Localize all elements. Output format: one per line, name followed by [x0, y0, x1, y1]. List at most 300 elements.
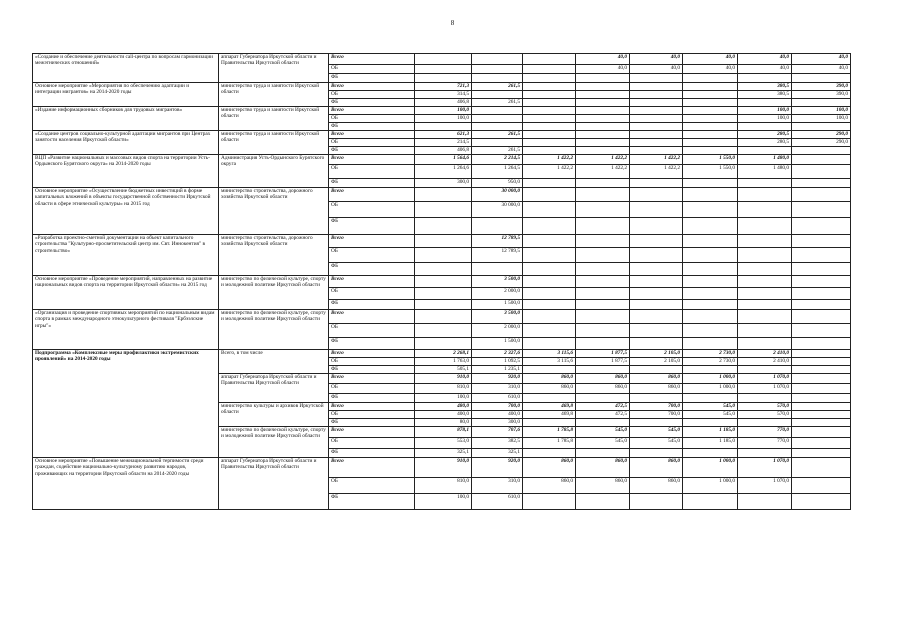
amount-cell — [523, 338, 576, 350]
amount-cell: 472,5 — [576, 411, 630, 419]
amount-cell: 1 422,2 — [630, 165, 683, 179]
funding-source-cell: ОБ — [329, 384, 415, 394]
amount-cell: 707,6 — [472, 427, 523, 438]
amount-cell — [523, 123, 576, 131]
amount-cell: 860,0 — [576, 384, 630, 394]
amount-cell: 1 763,0 — [415, 358, 472, 366]
amount-cell: 1 422,2 — [523, 165, 576, 179]
amount-cell: 2 214,5 — [472, 155, 523, 165]
amount-cell: 40,0 — [738, 65, 792, 74]
amount-cell: 2 105,0 — [630, 358, 683, 366]
amount-cell — [576, 419, 630, 427]
amount-cell — [523, 65, 576, 74]
amount-cell — [683, 310, 738, 324]
amount-cell — [523, 263, 576, 276]
amount-cell: 3 115,6 — [523, 350, 576, 358]
amount-cell — [630, 394, 683, 403]
amount-cell — [630, 235, 683, 248]
amount-cell — [576, 248, 630, 263]
amount-cell — [683, 179, 738, 188]
amount-cell — [415, 288, 472, 300]
executor-cell: министерство труда и занятости Иркутской области — [219, 107, 329, 131]
amount-cell: 3 500,0 — [472, 310, 523, 324]
amount-cell — [683, 324, 738, 338]
amount-cell: 2 000,0 — [472, 288, 523, 300]
amount-cell: 310,0 — [472, 384, 523, 394]
amount-cell — [792, 218, 851, 235]
amount-cell — [683, 147, 738, 155]
amount-cell: 1 070,0 — [738, 384, 792, 394]
amount-cell — [576, 394, 630, 403]
amount-cell: 1 092,5 — [472, 358, 523, 366]
amount-cell — [792, 155, 851, 165]
amount-cell: 621,3 — [415, 131, 472, 139]
amount-cell: 1 185,0 — [683, 438, 738, 449]
amount-cell: 1 422,2 — [576, 155, 630, 165]
amount-cell: 1 000,0 — [683, 478, 738, 494]
amount-cell: 100,0 — [415, 107, 472, 115]
amount-cell — [738, 310, 792, 324]
funding-source-cell: Всего — [329, 188, 415, 202]
executor-cell: министерство по физической культуре, спорту и молодежной политике Иркутской области — [219, 427, 329, 458]
amount-cell — [792, 147, 851, 155]
amount-cell — [792, 235, 851, 248]
amount-cell: 920,0 — [472, 374, 523, 384]
amount-cell: 770,0 — [738, 438, 792, 449]
amount-cell: 290,0 — [792, 139, 851, 147]
amount-cell: 1 070,0 — [738, 374, 792, 384]
amount-cell — [472, 115, 523, 123]
amount-cell — [792, 324, 851, 338]
amount-cell — [792, 248, 851, 263]
funding-source-cell: ОБ — [329, 288, 415, 300]
funding-source-cell: Всего — [329, 427, 415, 438]
amount-cell — [523, 188, 576, 202]
amount-cell — [415, 235, 472, 248]
amount-cell: 860,0 — [523, 374, 576, 384]
amount-cell — [576, 324, 630, 338]
executor-cell: аппарат Губернатора Иркутской области и Правительства Иркутской области — [219, 374, 329, 403]
amount-cell: 400,0 — [472, 411, 523, 419]
amount-cell — [738, 394, 792, 403]
amount-cell: 860,0 — [576, 478, 630, 494]
amount-cell: 860,0 — [576, 374, 630, 384]
funding-source-cell: ОБ — [329, 91, 415, 99]
funding-source-cell: ФБ — [329, 123, 415, 131]
amount-cell: 1 500,0 — [472, 338, 523, 350]
amount-cell: 810,0 — [415, 478, 472, 494]
amount-cell — [792, 419, 851, 427]
amount-cell: 1 264,6 — [415, 165, 472, 179]
amount-cell: 40,0 — [576, 54, 630, 65]
amount-cell: 1 185,0 — [683, 427, 738, 438]
amount-cell: 280,5 — [738, 139, 792, 147]
amount-cell — [576, 131, 630, 139]
amount-cell — [523, 202, 576, 218]
amount-cell — [576, 115, 630, 123]
amount-cell: 770,0 — [738, 427, 792, 438]
amount-cell — [683, 99, 738, 107]
amount-cell — [683, 300, 738, 310]
amount-cell — [792, 494, 851, 510]
amount-cell — [683, 123, 738, 131]
amount-cell: 40,0 — [792, 54, 851, 65]
amount-cell: 40,0 — [683, 54, 738, 65]
amount-cell — [523, 276, 576, 288]
measure-name-cell: ВЦП «Развитие национальных и массовых видов спорта на территории Усть-Ордынского Бурятского округа» на 2014-2020 годы — [33, 155, 219, 188]
amount-cell — [683, 139, 738, 147]
measure-name-cell: Подпрограмма «Комплексные меры профилактики экстремистских проявлений» на 2014-2020 годы — [33, 350, 219, 458]
amount-cell — [472, 107, 523, 115]
amount-cell: 280,5 — [738, 131, 792, 139]
funding-source-cell: Всего — [329, 276, 415, 288]
amount-cell: 290,0 — [792, 131, 851, 139]
amount-cell: 40,0 — [630, 65, 683, 74]
amount-cell — [792, 438, 851, 449]
measure-name-cell: Основное мероприятие «Осуществление бюджетных инвестиций в форме капитальных вложений в объекты государственной собственности Иркутской области в сфере этнической культуры» на 2015 год — [33, 188, 219, 235]
amount-cell — [523, 54, 576, 65]
amount-cell — [683, 276, 738, 288]
amount-cell: 1 785,8 — [523, 438, 576, 449]
amount-cell: 100,0 — [738, 107, 792, 115]
amount-cell — [738, 449, 792, 458]
amount-cell — [576, 235, 630, 248]
amount-cell — [792, 310, 851, 324]
amount-cell — [576, 179, 630, 188]
amount-cell: 920,0 — [472, 458, 523, 478]
amount-cell — [683, 366, 738, 374]
amount-cell — [576, 218, 630, 235]
amount-cell: 1 000,0 — [683, 374, 738, 384]
amount-cell: 545,0 — [683, 411, 738, 419]
amount-cell — [738, 324, 792, 338]
amount-cell — [576, 202, 630, 218]
amount-cell — [738, 188, 792, 202]
amount-cell: 40,0 — [738, 54, 792, 65]
amount-cell — [630, 91, 683, 99]
table-row — [33, 276, 851, 288]
amount-cell — [523, 107, 576, 115]
amount-cell: 860,0 — [630, 458, 683, 478]
amount-cell — [792, 411, 851, 419]
amount-cell — [683, 494, 738, 510]
amount-cell: 472,5 — [576, 403, 630, 411]
amount-cell — [738, 288, 792, 300]
amount-cell: 545,0 — [683, 403, 738, 411]
amount-cell — [738, 74, 792, 83]
funding-source-cell: Всего — [329, 107, 415, 115]
amount-cell: 469,8 — [523, 403, 576, 411]
amount-cell — [738, 338, 792, 350]
amount-cell: 100,0 — [792, 107, 851, 115]
amount-cell — [630, 338, 683, 350]
amount-cell — [792, 374, 851, 384]
funding-source-cell: Всего — [329, 350, 415, 358]
amount-cell: 261,5 — [472, 99, 523, 107]
amount-cell: 40,0 — [792, 65, 851, 74]
amount-cell — [415, 123, 472, 131]
amount-cell — [683, 263, 738, 276]
funding-source-cell: Всего — [329, 155, 415, 165]
amount-cell — [415, 310, 472, 324]
amount-cell — [792, 263, 851, 276]
amount-cell: 2 410,0 — [738, 350, 792, 358]
amount-cell — [738, 419, 792, 427]
funding-source-cell: ОБ — [329, 115, 415, 123]
executor-cell: аппарат Губернатора Иркутской области и Правительства Иркутской области — [219, 54, 329, 83]
amount-cell — [630, 300, 683, 310]
funding-source-cell: ФБ — [329, 74, 415, 83]
funding-source-cell: ОБ — [329, 478, 415, 494]
funding-source-cell: Всего — [329, 374, 415, 384]
executor-cell: министерство труда и занятости Иркутской области — [219, 131, 329, 155]
amount-cell — [683, 115, 738, 123]
amount-cell — [630, 449, 683, 458]
measure-name-cell: Основное мероприятие «Повышение межнациональной терпимости среди граждан, содействие национально-культурному развитию народов, проживающих на территории Иркутской области на 2014-2020 годы — [33, 458, 219, 510]
amount-cell: 610,0 — [472, 494, 523, 510]
amount-cell: 100,0 — [415, 494, 472, 510]
funding-source-cell: ФБ — [329, 419, 415, 427]
amount-cell: 545,0 — [630, 427, 683, 438]
funding-source-cell: ФБ — [329, 449, 415, 458]
amount-cell — [415, 218, 472, 235]
executor-cell: Администрация Усть-Ордынского Бурятского округа — [219, 155, 329, 188]
amount-cell — [738, 263, 792, 276]
funding-source-cell: Всего — [329, 54, 415, 65]
amount-cell: 910,0 — [415, 458, 472, 478]
amount-cell — [792, 123, 851, 131]
amount-cell — [576, 366, 630, 374]
amount-cell: 721,3 — [415, 83, 472, 91]
amount-cell — [523, 449, 576, 458]
amount-cell — [738, 202, 792, 218]
amount-cell — [576, 188, 630, 202]
amount-cell: 390,0 — [792, 91, 851, 99]
amount-cell — [415, 188, 472, 202]
amount-cell: 570,0 — [738, 411, 792, 419]
amount-cell — [523, 91, 576, 99]
amount-cell — [792, 427, 851, 438]
amount-cell: 1 264,5 — [472, 165, 523, 179]
amount-cell: 261,5 — [472, 147, 523, 155]
amount-cell: 2 730,0 — [683, 358, 738, 366]
amount-cell: 1 550,0 — [683, 155, 738, 165]
amount-cell — [523, 218, 576, 235]
amount-cell — [523, 131, 576, 139]
amount-cell — [523, 147, 576, 155]
amount-cell — [472, 263, 523, 276]
funding-source-cell: ФБ — [329, 179, 415, 188]
amount-cell — [415, 54, 472, 65]
measure-name-cell: «Организация и проведение спортивных мероприятий по национальным видам спорта в рамках международного этнокультурного фестиваля "Ербээлские игры"» — [33, 310, 219, 350]
amount-cell — [738, 494, 792, 510]
amount-cell: 1 422,2 — [523, 155, 576, 165]
amount-cell: 910,0 — [415, 374, 472, 384]
amount-cell: 325,1 — [415, 449, 472, 458]
amount-cell — [415, 300, 472, 310]
amount-cell: 100,0 — [415, 394, 472, 403]
amount-cell — [576, 107, 630, 115]
amount-cell — [630, 188, 683, 202]
amount-cell: 1 235,1 — [472, 366, 523, 374]
table-row — [33, 54, 851, 65]
amount-cell — [630, 115, 683, 123]
measure-name-cell: Основное мероприятие «Проведение мероприятий, направленных на развитие национальных видов спорта на территории Иркутской области» на 2015 год — [33, 276, 219, 310]
executor-cell: министерство строительства, дорожного хозяйства Иркутской области — [219, 188, 329, 235]
amount-cell: 1 000,0 — [683, 458, 738, 478]
amount-cell: 860,0 — [523, 478, 576, 494]
amount-cell: 860,0 — [576, 458, 630, 478]
amount-cell: 406,8 — [415, 99, 472, 107]
amount-cell: 12 789,5 — [472, 235, 523, 248]
amount-cell: 860,0 — [630, 374, 683, 384]
amount-cell: 469,8 — [523, 411, 576, 419]
amount-cell: 12 789,5 — [472, 248, 523, 263]
funding-source-cell: Всего — [329, 403, 415, 411]
amount-cell — [576, 139, 630, 147]
amount-cell — [792, 338, 851, 350]
amount-cell: 480,0 — [415, 403, 472, 411]
amount-cell — [683, 74, 738, 83]
funding-source-cell: ФБ — [329, 394, 415, 403]
amount-cell — [683, 235, 738, 248]
amount-cell: 1 877,5 — [576, 350, 630, 358]
amount-cell: 261,5 — [472, 131, 523, 139]
amount-cell: 700,0 — [472, 403, 523, 411]
amount-cell — [472, 74, 523, 83]
amount-cell — [523, 115, 576, 123]
funding-source-cell: Всего — [329, 458, 415, 478]
amount-cell: 100,0 — [792, 115, 851, 123]
funding-source-cell: ОБ — [329, 139, 415, 147]
amount-cell: 1 422,2 — [576, 165, 630, 179]
amount-cell — [738, 366, 792, 374]
funding-source-cell: ОБ — [329, 358, 415, 366]
amount-cell — [792, 202, 851, 218]
funding-source-cell: ОБ — [329, 438, 415, 449]
funding-source-cell: ОБ — [329, 411, 415, 419]
amount-cell — [683, 338, 738, 350]
amount-cell: 100,0 — [415, 115, 472, 123]
amount-cell: 2 730,0 — [683, 350, 738, 358]
funding-source-cell: ФБ — [329, 99, 415, 107]
amount-cell — [576, 263, 630, 276]
executor-cell: министерство культуры и архивов Иркутской области — [219, 403, 329, 427]
table-row — [33, 107, 851, 115]
amount-cell — [792, 276, 851, 288]
amount-cell — [630, 123, 683, 131]
amount-cell — [738, 179, 792, 188]
amount-cell — [683, 394, 738, 403]
amount-cell — [630, 263, 683, 276]
amount-cell — [523, 324, 576, 338]
amount-cell: 1 480,0 — [738, 165, 792, 179]
amount-cell — [415, 202, 472, 218]
table-row — [33, 458, 851, 478]
amount-cell — [415, 324, 472, 338]
amount-cell — [792, 358, 851, 366]
amount-cell — [523, 300, 576, 310]
measure-name-cell: «Создание центров социально-культурной адаптации мигрантов при Центрах занятости населения Иркутской области» — [33, 131, 219, 155]
amount-cell: 400,0 — [415, 411, 472, 419]
amount-cell: 30 000,0 — [472, 188, 523, 202]
amount-cell: 1 422,2 — [630, 155, 683, 165]
amount-cell — [630, 147, 683, 155]
amount-cell — [576, 147, 630, 155]
table-row — [33, 350, 851, 358]
amount-cell — [683, 288, 738, 300]
amount-cell — [792, 458, 851, 478]
table-row — [33, 188, 851, 202]
amount-cell — [472, 218, 523, 235]
table-row — [33, 131, 851, 139]
amount-cell: 860,0 — [630, 478, 683, 494]
amount-cell: 380,5 — [738, 91, 792, 99]
amount-cell — [630, 107, 683, 115]
executor-cell: Всего, в том числе — [219, 350, 329, 374]
funding-source-cell: ОБ — [329, 324, 415, 338]
amount-cell — [683, 218, 738, 235]
funding-source-cell: Всего — [329, 310, 415, 324]
amount-cell: 1 550,0 — [683, 165, 738, 179]
executor-cell: министерство по физической культуре, спорту и молодежной политике Иркутской области — [219, 276, 329, 310]
executor-cell: министерство труда и занятости Иркутской области — [219, 83, 329, 107]
amount-cell — [415, 276, 472, 288]
amount-cell: 878,1 — [415, 427, 472, 438]
amount-cell — [738, 218, 792, 235]
executor-cell: министерство строительства, дорожного хозяйства Иркутской области — [219, 235, 329, 276]
amount-cell — [792, 188, 851, 202]
amount-cell — [630, 74, 683, 83]
amount-cell — [683, 449, 738, 458]
amount-cell — [630, 179, 683, 188]
amount-cell: 40,0 — [683, 65, 738, 74]
amount-cell — [683, 83, 738, 91]
amount-cell: 570,0 — [738, 403, 792, 411]
amount-cell: 860,0 — [630, 384, 683, 394]
amount-cell: 214,5 — [415, 139, 472, 147]
amount-cell — [792, 165, 851, 179]
amount-cell — [415, 248, 472, 263]
funding-source-cell: Всего — [329, 83, 415, 91]
amount-cell: 3 500,0 — [472, 276, 523, 288]
measure-name-cell: «Издание информационных сборников для трудовых мигрантов» — [33, 107, 219, 131]
amount-cell — [683, 91, 738, 99]
amount-cell — [576, 300, 630, 310]
amount-cell: 314,5 — [415, 91, 472, 99]
amount-cell — [523, 494, 576, 510]
amount-cell: 1 500,0 — [472, 300, 523, 310]
amount-cell — [630, 202, 683, 218]
amount-cell — [576, 338, 630, 350]
amount-cell — [792, 179, 851, 188]
budget-table — [32, 53, 851, 510]
amount-cell — [792, 384, 851, 394]
amount-cell — [523, 139, 576, 147]
amount-cell — [683, 248, 738, 263]
funding-source-cell: ФБ — [329, 147, 415, 155]
amount-cell: 700,0 — [630, 403, 683, 411]
amount-cell — [683, 131, 738, 139]
amount-cell — [523, 248, 576, 263]
amount-cell — [415, 338, 472, 350]
amount-cell — [576, 83, 630, 91]
amount-cell — [738, 300, 792, 310]
funding-source-cell: ФБ — [329, 218, 415, 235]
amount-cell: 1 877,5 — [576, 358, 630, 366]
amount-cell — [630, 419, 683, 427]
funding-source-cell: ОБ — [329, 202, 415, 218]
